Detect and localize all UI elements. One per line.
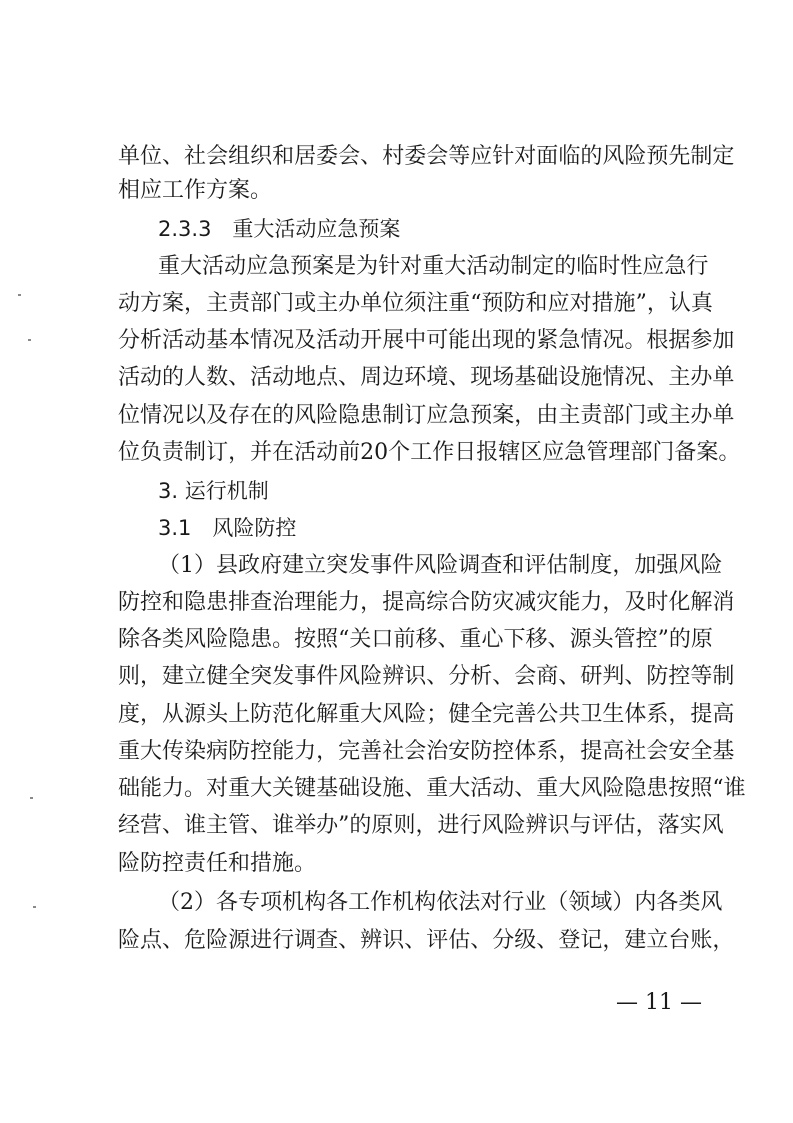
scan-speck	[28, 339, 31, 341]
body-line: 相应工作方案。	[118, 178, 273, 203]
body-line: 动 方 案 ， 主 责 部 门 或 主 办 单 位 须 注 重 “ 预 防 和 应 对 措 施 ” ， 认 真	[118, 291, 713, 316]
scan-speck	[30, 797, 33, 799]
body-line: 防 控 和 隐 患 排 查 治 理 能 力 ， 提 高 综 合 防 灾 减 灾 能 力 ， 及 时 化 解 消	[118, 590, 735, 615]
body-line: （ 2 ） 各 专 项 机 构 各 工 作 机 构 依 法 对 行 业 （ 领 域 ） 内 各 类 风	[158, 890, 723, 915]
body-line: 位 情 况 以 及 存 在 的 风 险 隐 患 制 订 应 急 预 案 ， 由 主 责 部 门 或 主 办 单	[118, 403, 735, 428]
body-line: 经 营 、 谁 主 管 、 谁 举 办 ” 的 原 则 ， 进 行 风 险 辨 识 与 评 估 ， 落 实 风	[118, 813, 724, 838]
body-line: 位 负 责 制 订 ， 并 在 活 动 前 2 0 个 工 作 日 报 辖 区 应 急 管 理 部 门 备 案 。	[118, 440, 741, 465]
body-line: 础 能 力 。 对 重 大 关 键 基 础 设 施 、 重 大 活 动 、 重 大 风 险 隐 患 按 照 “ 谁	[118, 776, 746, 801]
body-line: 活 动 的 人 数 、 活 动 地 点 、 周 边 环 境 、 现 场 基 础 设 施 情 况 、 主 办 单	[118, 365, 735, 390]
body-line: （ 1 ） 县 政 府 建 立 突 发 事 件 风 险 调 查 和 评 估 制 度 ， 加 强 风 险	[158, 553, 723, 578]
body-line: 分 析 活 动 基 本 情 况 及 活 动 开 展 中 可 能 出 现 的 紧 急 情 况 。 根 据 参 加	[118, 328, 735, 353]
body-line: 重 大 传 染 病 防 控 能 力 ， 完 善 社 会 治 安 防 控 体 系 ， 提 高 社 会 安 全 基	[118, 739, 735, 764]
body-line: 重 大 活 动 应 急 预 案 是 为 针 对 重 大 活 动 制 定 的 临 时 性 应 急 行	[158, 254, 709, 279]
body-line: 险 点 、 危 险 源 进 行 调 查 、 辨 识 、 评 估 、 分 级 、 登 记 ， 建 立 台 账 ，	[118, 928, 735, 953]
body-line: 单 位 、 社 会 组 织 和 居 委 会 、 村 委 会 等 应 针 对 面 临 的 风 险 预 先 制 定	[118, 144, 735, 169]
subsection-heading: 3.1 风险防控	[158, 516, 297, 540]
scan-speck	[33, 906, 36, 908]
page-number: — 11 —	[616, 990, 702, 1015]
body-line: 除 各 类 风 险 隐 患 。 按 照 “ 关 口 前 移 、 重 心 下 移 、 源 头 管 控 ” 的 原	[118, 627, 713, 652]
body-line: 险防控责任和措施。	[118, 851, 317, 876]
section-heading: 3. 运行机制	[158, 479, 269, 503]
section-heading: 2.3.3 重大活动应急预案	[158, 217, 401, 241]
scan-speck	[18, 294, 21, 296]
body-line: 度 ， 从 源 头 上 防 范 化 解 重 大 风 险 ； 健 全 完 善 公 共 卫 生 体 系 ， 提 高	[118, 702, 735, 727]
body-line: 则 ， 建 立 健 全 突 发 事 件 风 险 辨 识 、 分 析 、 会 商 、 研 判 、 防 控 等 制	[118, 664, 735, 689]
